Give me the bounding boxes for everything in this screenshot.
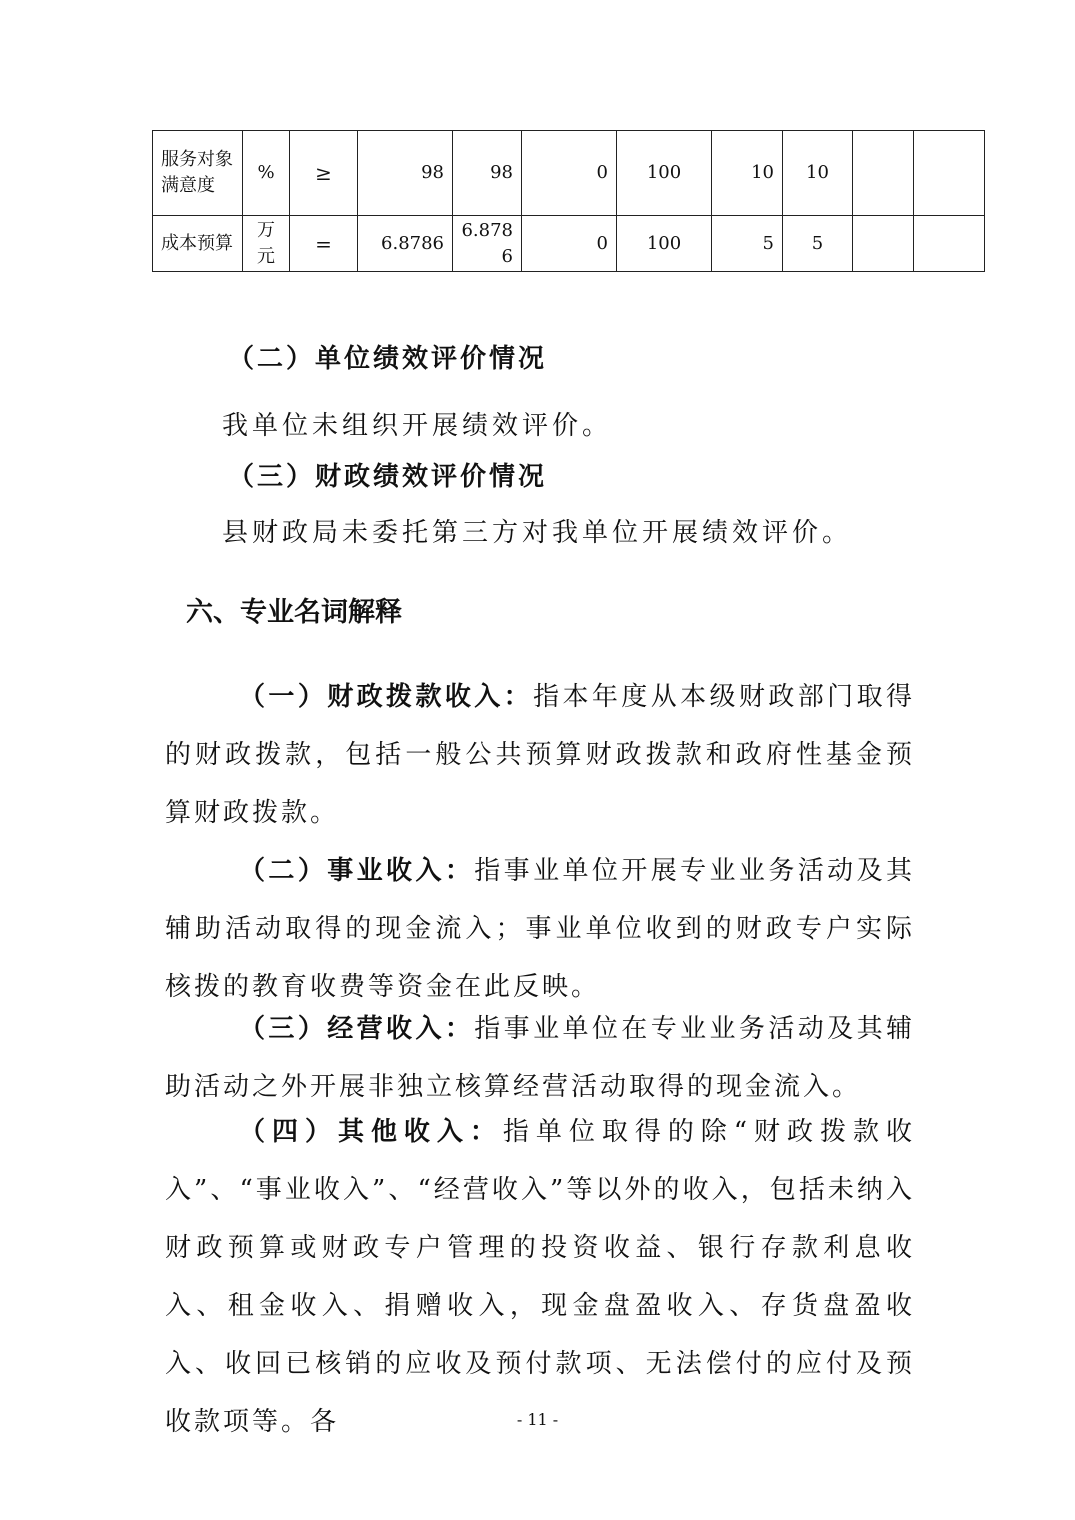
- definition-text: 指本年度从本级财政部门取得的财政拨款，包括一般公共预算财政拨款和政府性基金预算财政拨款。: [165, 682, 915, 828]
- actual-value: 98: [453, 131, 522, 216]
- indicator-unit: 万元: [243, 216, 290, 272]
- completion-rate: 100: [617, 216, 712, 272]
- definition-paragraph: [165, 668, 915, 842]
- definition-paragraph: [165, 842, 915, 1016]
- indicator-operator: ≥: [290, 131, 358, 216]
- empty-cell: [853, 131, 914, 216]
- definition-term: （三）经营收入：: [239, 1014, 475, 1044]
- empty-cell: [853, 216, 914, 272]
- completion-rate: 100: [617, 131, 712, 216]
- table-row: [153, 216, 985, 272]
- weight-score: 10: [712, 131, 783, 216]
- actual-score: 5: [783, 216, 853, 272]
- target-value: 6.8786: [358, 216, 453, 272]
- table-row: [153, 131, 985, 216]
- finance-evaluation-text: 县财政局未委托第三方对我单位开展绩效评价。: [222, 518, 853, 548]
- target-value: 98: [358, 131, 453, 216]
- deviation-value: 0: [522, 131, 617, 216]
- section-heading-terms: 六、专业名词解释: [186, 597, 402, 628]
- page-number: - 11 -: [516, 1410, 559, 1429]
- definition-term: （一）财政拨款收入：: [239, 682, 534, 712]
- definition-text: 指事业单位开展专业业务活动及其辅助活动取得的现金流入；事业单位收到的财政专户实际核拨的教育收费等资金在此反映。: [165, 856, 915, 1002]
- empty-cell: [914, 131, 985, 216]
- actual-value: 6.8786: [453, 216, 522, 272]
- performance-table: [152, 130, 985, 272]
- definition-text: 指事业单位在专业业务活动及其辅助活动之外开展非独立核算经营活动取得的现金流入。: [165, 1014, 915, 1102]
- indicator-operator: =: [290, 216, 358, 272]
- unit-evaluation-text: 我单位未组织开展绩效评价。: [222, 411, 613, 441]
- sub-heading-unit-evaluation: （二）单位绩效评价情况: [228, 344, 548, 374]
- definition-paragraph: [165, 1103, 915, 1451]
- sub-heading-finance-evaluation: （三）财政绩效评价情况: [228, 462, 548, 492]
- indicator-name: 成本预算: [153, 216, 243, 272]
- definition-text: 指单位取得的除“财政拨款收入”、“事业收入”、“经营收入”等以外的收入，包括未纳入财政预算或财政专户管理的投资收益、银行存款利息收入、租金收入、捐赠收入，现金盘盈收入、存货盘盈收入、收回已核销的应收及预付款项、无法偿付的应付及预收款项等。各: [165, 1117, 915, 1437]
- empty-cell: [914, 216, 985, 272]
- indicator-unit: %: [243, 131, 290, 216]
- deviation-value: 0: [522, 216, 617, 272]
- definition-term: （四）其他收入：: [239, 1117, 503, 1147]
- indicator-name: 服务对象满意度: [153, 131, 243, 216]
- definition-term: （二）事业收入：: [239, 856, 475, 886]
- weight-score: 5: [712, 216, 783, 272]
- definition-paragraph: [165, 1000, 915, 1116]
- actual-score: 10: [783, 131, 853, 216]
